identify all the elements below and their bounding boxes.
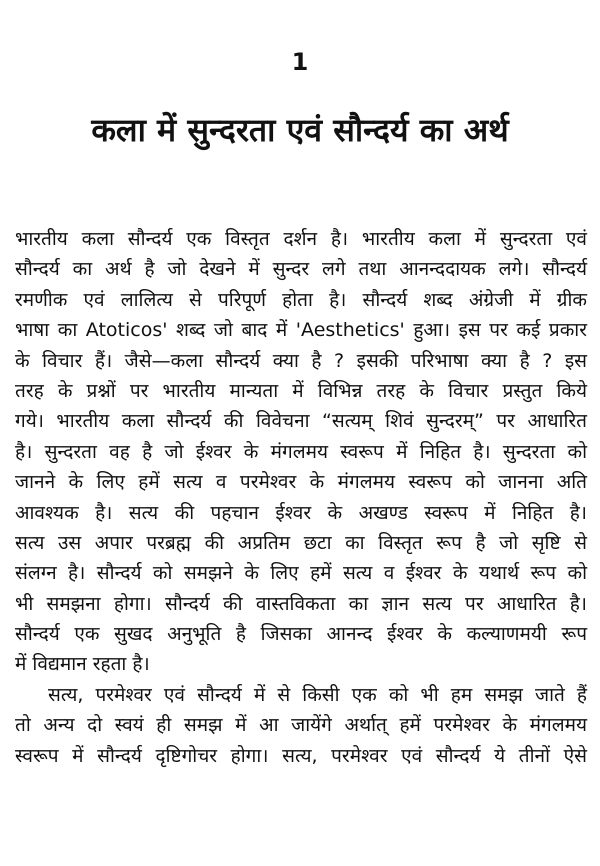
text-line: तो अन्य दो स्वयं ही समझ में आ जायेंगे अर्थात् हमें परमेश्वर के मंगलमय [15,714,587,737]
text-line: भाषा का Atoticos' शब्द जो बाद में 'Aesthetics' हुआ। इस पर कई प्रकार [15,319,587,342]
text-line: भी समझना होगा। सौन्दर्य की वास्तविकता का ज्ञान सत्य पर आधारित है। [15,592,587,615]
text-line: रमणीक एवं लालित्य से परिपूर्ण होता है। सौन्दर्य शब्द अंग्रेजी में ग्रीक [15,288,587,311]
text-line: स्वरूप में सौन्दर्य दृष्टिगोचर होगा। सत्य, परमेश्वर एवं सौन्दर्य ये तीनों ऐसे [15,744,587,767]
text-line: तरह के प्रश्नों पर भारतीय मान्यता में विभिन्न तरह के विचार प्रस्तुत किये [15,379,587,402]
text-line: आवश्यक है। सत्य की पहचान ईश्वर के अखण्ड स्वरूप में निहित है। [15,501,587,524]
text-line: सौन्दर्य का अर्थ है जो देखने में सुन्दर लगे तथा आनन्ददायक लगे। सौन्दर्य [15,258,587,281]
paragraph-2 [15,680,587,771]
chapter-title: कला में सुन्दरता एवं सौन्दर्य का अर्थ [91,111,509,149]
chapter-number: 1 [291,48,309,76]
body-text [15,224,587,771]
text-line: संलग्न है। सौन्दर्य को समझने के लिए हमें सत्य व ईश्वर के यथार्थ रूप को [15,562,587,585]
text-line: है। सुन्दरता वह है जो ईश्वर के मंगलमय स्वरूप में निहित है। सुन्दरता को [15,440,587,463]
text-line: के विचार हैं। जैसे—कला सौन्दर्य क्या है ? इसकी परिभाषा क्या है ? इस [15,349,587,372]
paragraph-1 [15,224,587,680]
text-line: में विद्यमान रहता है। [15,653,150,676]
text-line: सत्य, परमेश्वर एवं सौन्दर्य में से किसी एक को भी हम समझ जाते हैं [48,683,587,706]
text-line: सत्य उस अपार परब्रह्म की अप्रतिम छटा का विस्तृत रूप है जो सृष्टि से [15,531,587,554]
text-line: गये। भारतीय कला सौन्दर्य की विवेचना “सत्यम् शिवं सुन्दरम्” पर आधारित [15,410,587,433]
text-line: भारतीय कला सौन्दर्य एक विस्तृत दर्शन है। भारतीय कला में सुन्दरता एवं [15,228,587,250]
text-line: सौन्दर्य एक सुखद अनुभूति है जिसका आनन्द ईश्वर के कल्याणमयी रूप [15,623,587,646]
text-line: जानने के लिए हमें सत्य व परमेश्वर के मंगलमय स्वरूप को जानना अति [15,471,587,494]
